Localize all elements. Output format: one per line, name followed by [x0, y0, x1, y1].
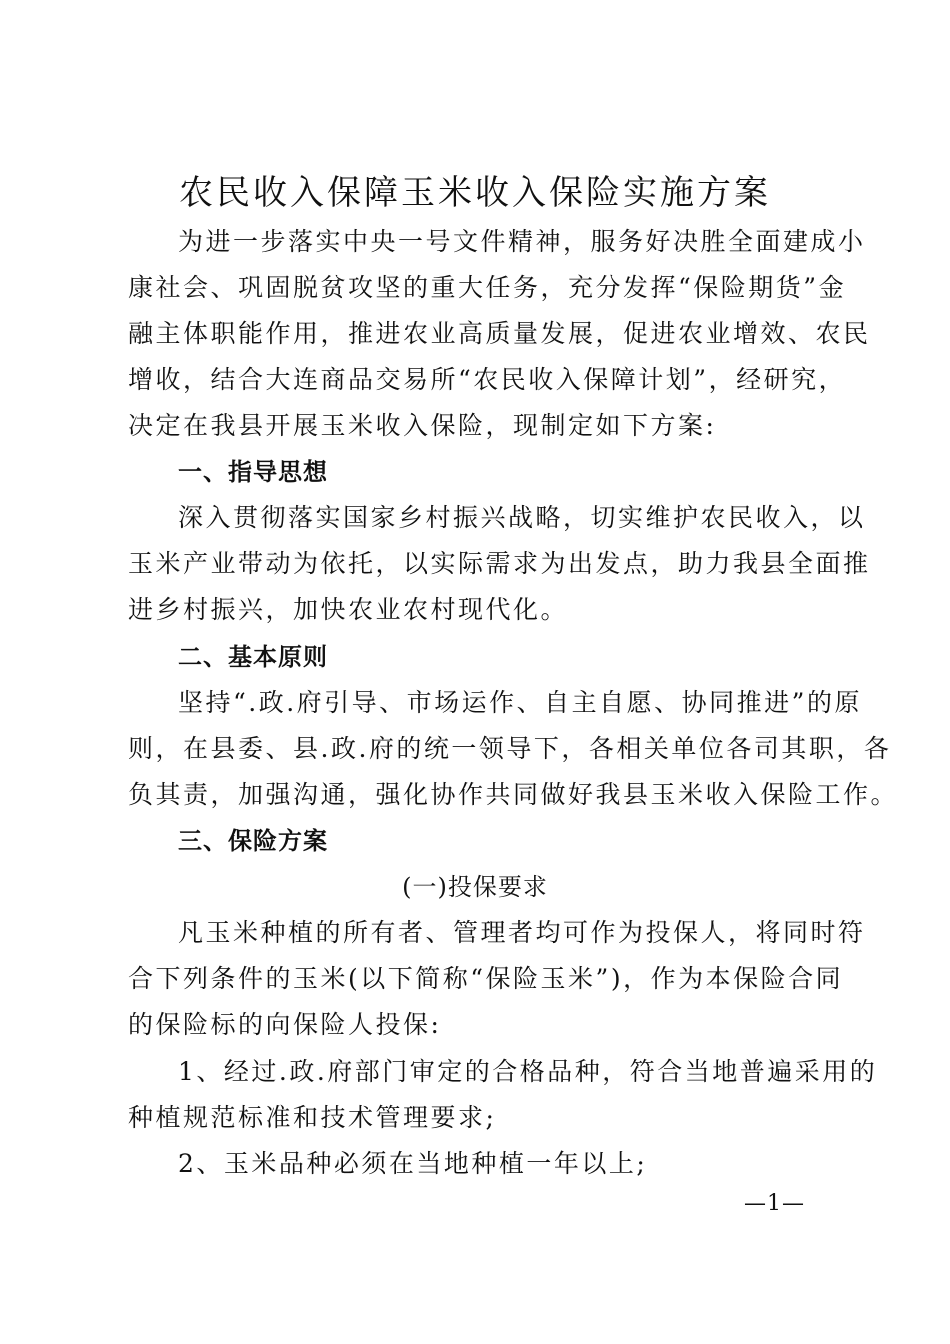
subsection-heading-insurance-requirements: (一)投保要求 — [402, 873, 548, 901]
section-heading-basic-principles: 二、基本原则 — [178, 643, 328, 671]
section2-line-1: 坚持“.政.府引导、市场运作、自主自愿、协同推进”的原 — [178, 688, 862, 717]
page-number: —1— — [744, 1191, 805, 1216]
section3-line-2: 合下列条件的玉米(以下简称“保险玉米”)，作为本保险合同 — [128, 964, 844, 993]
intro-line-4: 增收，结合大连商品交易所“农民收入保障计划”，经研究， — [128, 365, 847, 394]
section2-line-2: 则，在县委、县.政.府的统一领导下，各相关单位各司其职，各 — [128, 734, 892, 763]
intro-line-2: 康社会、巩固脱贫攻坚的重大任务，充分发挥“保险期货”金 — [128, 273, 847, 302]
intro-line-3: 融主体职能作用，推进农业高质量发展，促进农业增效、农民 — [128, 319, 871, 348]
section3-line-3: 的保险标的向保险人投保: — [128, 1010, 442, 1039]
section2-line-3: 负其责，加强沟通，强化协作共同做好我县玉米收入保险工作。 — [128, 780, 899, 809]
section1-line-3: 进乡村振兴，加快农业农村现代化。 — [128, 595, 569, 624]
section1-line-1: 深入贯彻落实国家乡村振兴战略，切实维护农民收入，以 — [178, 503, 866, 532]
intro-line-1: 为进一步落实中央一号文件精神，服务好决胜全面建成小 — [178, 227, 866, 256]
section-heading-guiding-ideology: 一、指导思想 — [178, 458, 328, 486]
condition-item-1-line-1: 1、经过.政.府部门审定的合格品种，符合当地普遍采用的 — [178, 1057, 878, 1086]
document-title: 农民收入保障玉米收入保险实施方案 — [179, 173, 771, 213]
condition-item-2-line-1: 2、玉米品种必须在当地种植一年以上; — [178, 1149, 648, 1178]
section-heading-insurance-plan: 三、保险方案 — [178, 827, 328, 855]
section1-line-2: 玉米产业带动为依托，以实际需求为出发点，助力我县全面推 — [128, 549, 871, 578]
intro-line-5: 决定在我县开展玉米收入保险，现制定如下方案: — [128, 411, 717, 440]
condition-item-1-line-2: 种植规范标准和技术管理要求; — [128, 1103, 497, 1132]
section3-line-1: 凡玉米种植的所有者、管理者均可作为投保人，将同时符 — [178, 918, 866, 947]
